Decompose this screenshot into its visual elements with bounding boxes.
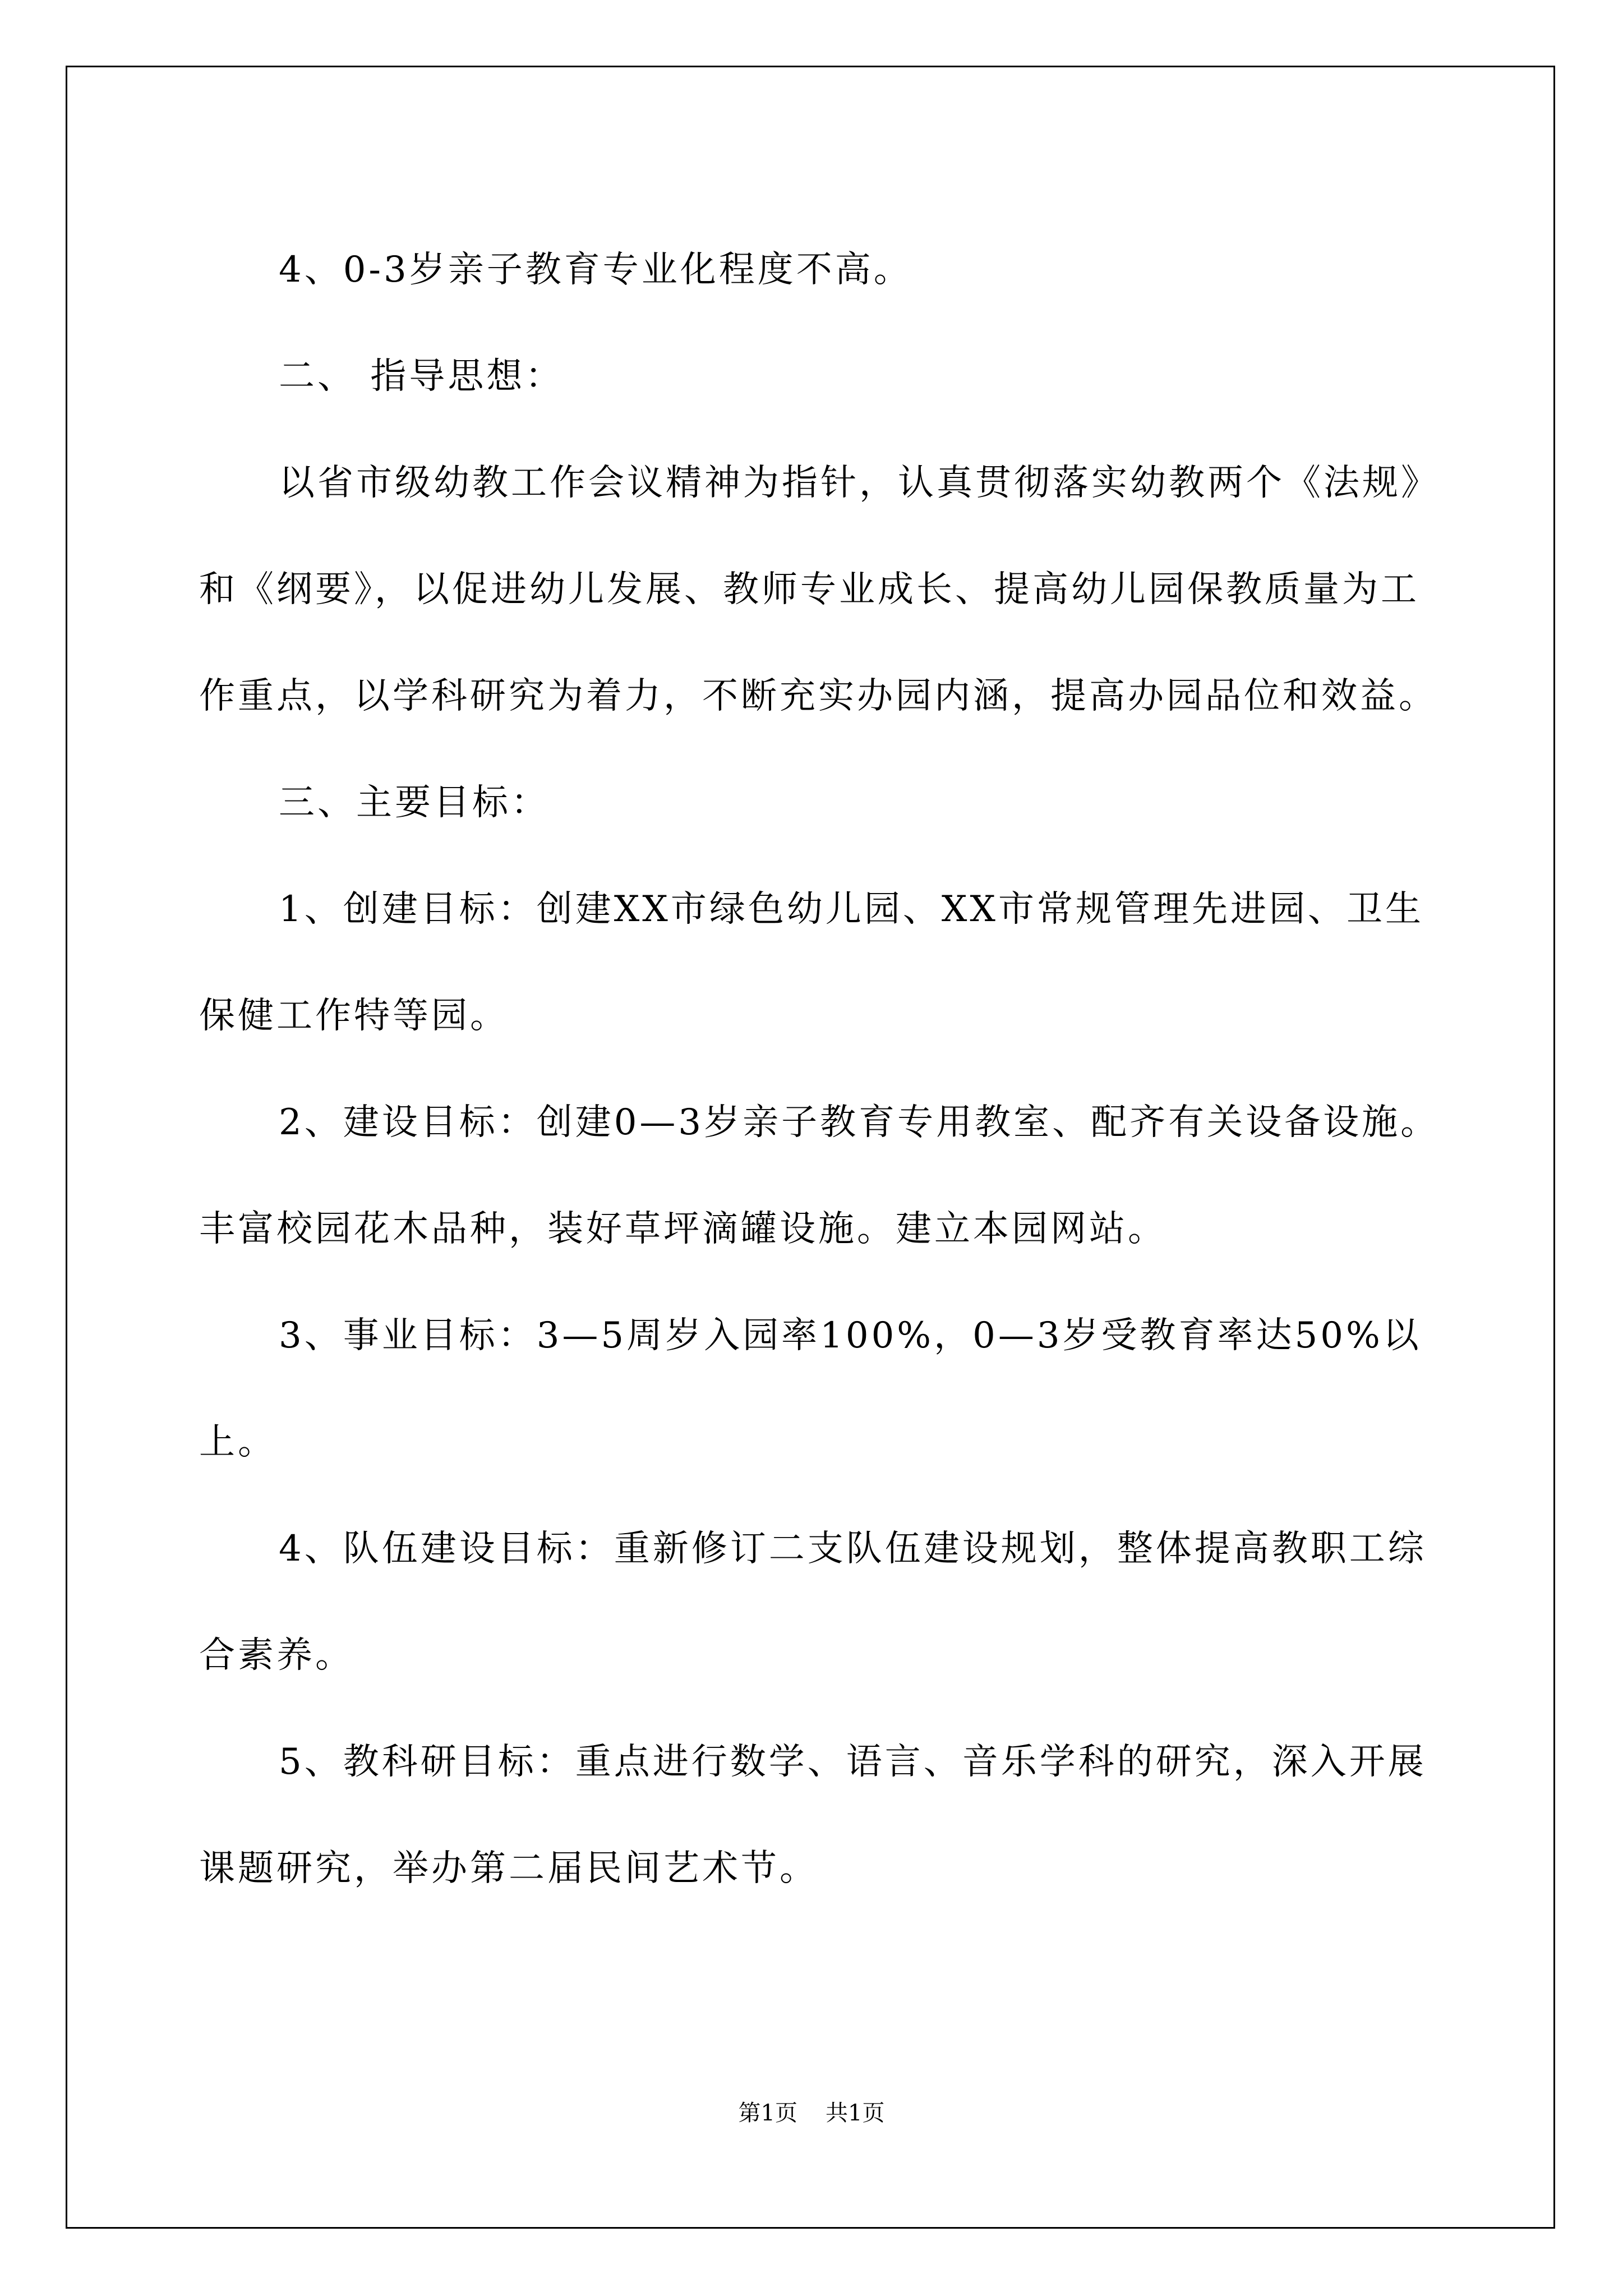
document-body <box>199 217 1444 1922</box>
page-footer <box>0 2099 1623 2127</box>
paragraph-guiding-thought: 以省市级幼教工作会议精神为指针，认真贯彻落实幼教两个《法规》和《纲要》，以促进幼儿发展、教师专业成长、提高幼儿园保教质量为工作重点，以学科研究为着力，不断充实办园内涵，提高办园品位和效益。 <box>199 462 1440 717</box>
paragraph-goal-creation: 1、创建目标：创建XX市绿色幼儿园、XX市常规管理先进园、卫生保健工作特等园。 <box>199 889 1424 1037</box>
page-number-total: 共1页 <box>826 2100 885 2126</box>
page-number-current: 第1页 <box>738 2100 797 2126</box>
section-heading-guiding-thought: 二、 指导思想： <box>279 356 564 397</box>
paragraph-goal-team: 4、队伍建设目标：重新修订二支队伍建设规划，整体提高教职工综合素养。 <box>199 1528 1427 1676</box>
paragraph-goal-construction: 2、建设目标：创建0—3岁亲子教育专用教室、配齐有关设备设施。丰富校园花木品种，装好草坪滴罐设施。建立本园网站。 <box>199 1102 1440 1250</box>
paragraph-item-4-issue: 4、0-3岁亲子教育专业化程度不高。 <box>279 249 912 291</box>
section-heading-main-goals: 三、主要目标： <box>279 782 550 823</box>
paragraph-goal-research: 5、教科研目标：重点进行数学、语言、音乐学科的研究，深入开展课题研究，举办第二届民间艺术节。 <box>199 1741 1427 1889</box>
paragraph-goal-enrollment: 3、事业目标：3—5周岁入园率100%，0—3岁受教育率达50%以上。 <box>199 1315 1422 1463</box>
